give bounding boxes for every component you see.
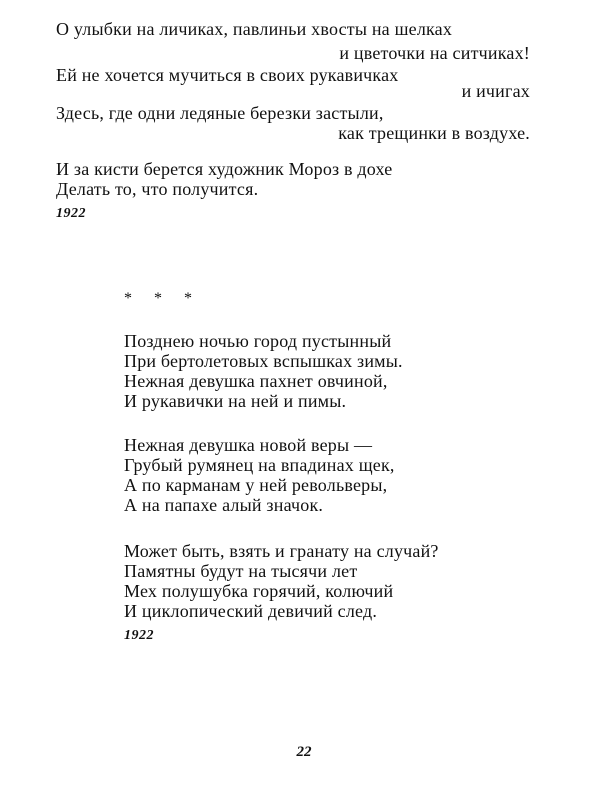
poem-line: И рукавички на ней и пимы.	[124, 391, 347, 411]
poem-line: и цветочки на ситчиках!	[339, 43, 530, 63]
poem-line: Здесь, где одни ледяные березки застыли,	[56, 103, 384, 123]
poem-line: Мех полушубка горячий, колючий	[124, 581, 394, 601]
poem-line: Делать то, что получится.	[56, 179, 259, 199]
poem-line: И за кисти берется художник Мороз в дохе	[56, 159, 393, 179]
poem-year: 1922	[56, 206, 86, 221]
poem-line: и ичигах	[461, 81, 530, 101]
poem-line: А по карманам у ней револьверы,	[124, 475, 388, 495]
poem-line: Позднею ночью город пустынный	[124, 331, 392, 351]
poem-line: И циклопический девичий след.	[124, 601, 378, 621]
poem-line: Может быть, взять и гранату на случай?	[124, 541, 439, 561]
poem-year: 1922	[124, 628, 154, 643]
poem-line: Грубый румянец на впадинах щек,	[124, 455, 395, 475]
section-separator: * * *	[124, 290, 201, 307]
poem-line: О улыбки на личиках, павлиньи хвосты на шелках	[56, 19, 453, 39]
poem-line: Памятны будут на тысячи лет	[124, 561, 358, 581]
poem-line: Ей не хочется мучиться в своих рукавичках	[56, 65, 399, 85]
poem-line: При бертолетовых вспышках зимы.	[124, 351, 403, 371]
poem-line: как трещинки в воздухе.	[338, 123, 530, 143]
page-number: 22	[296, 744, 312, 760]
poem-line: Нежная девушка пахнет овчиной,	[124, 371, 388, 391]
poem-line: Нежная девушка новой веры —	[124, 435, 373, 455]
poem-line: А на папахе алый значок.	[124, 495, 324, 515]
